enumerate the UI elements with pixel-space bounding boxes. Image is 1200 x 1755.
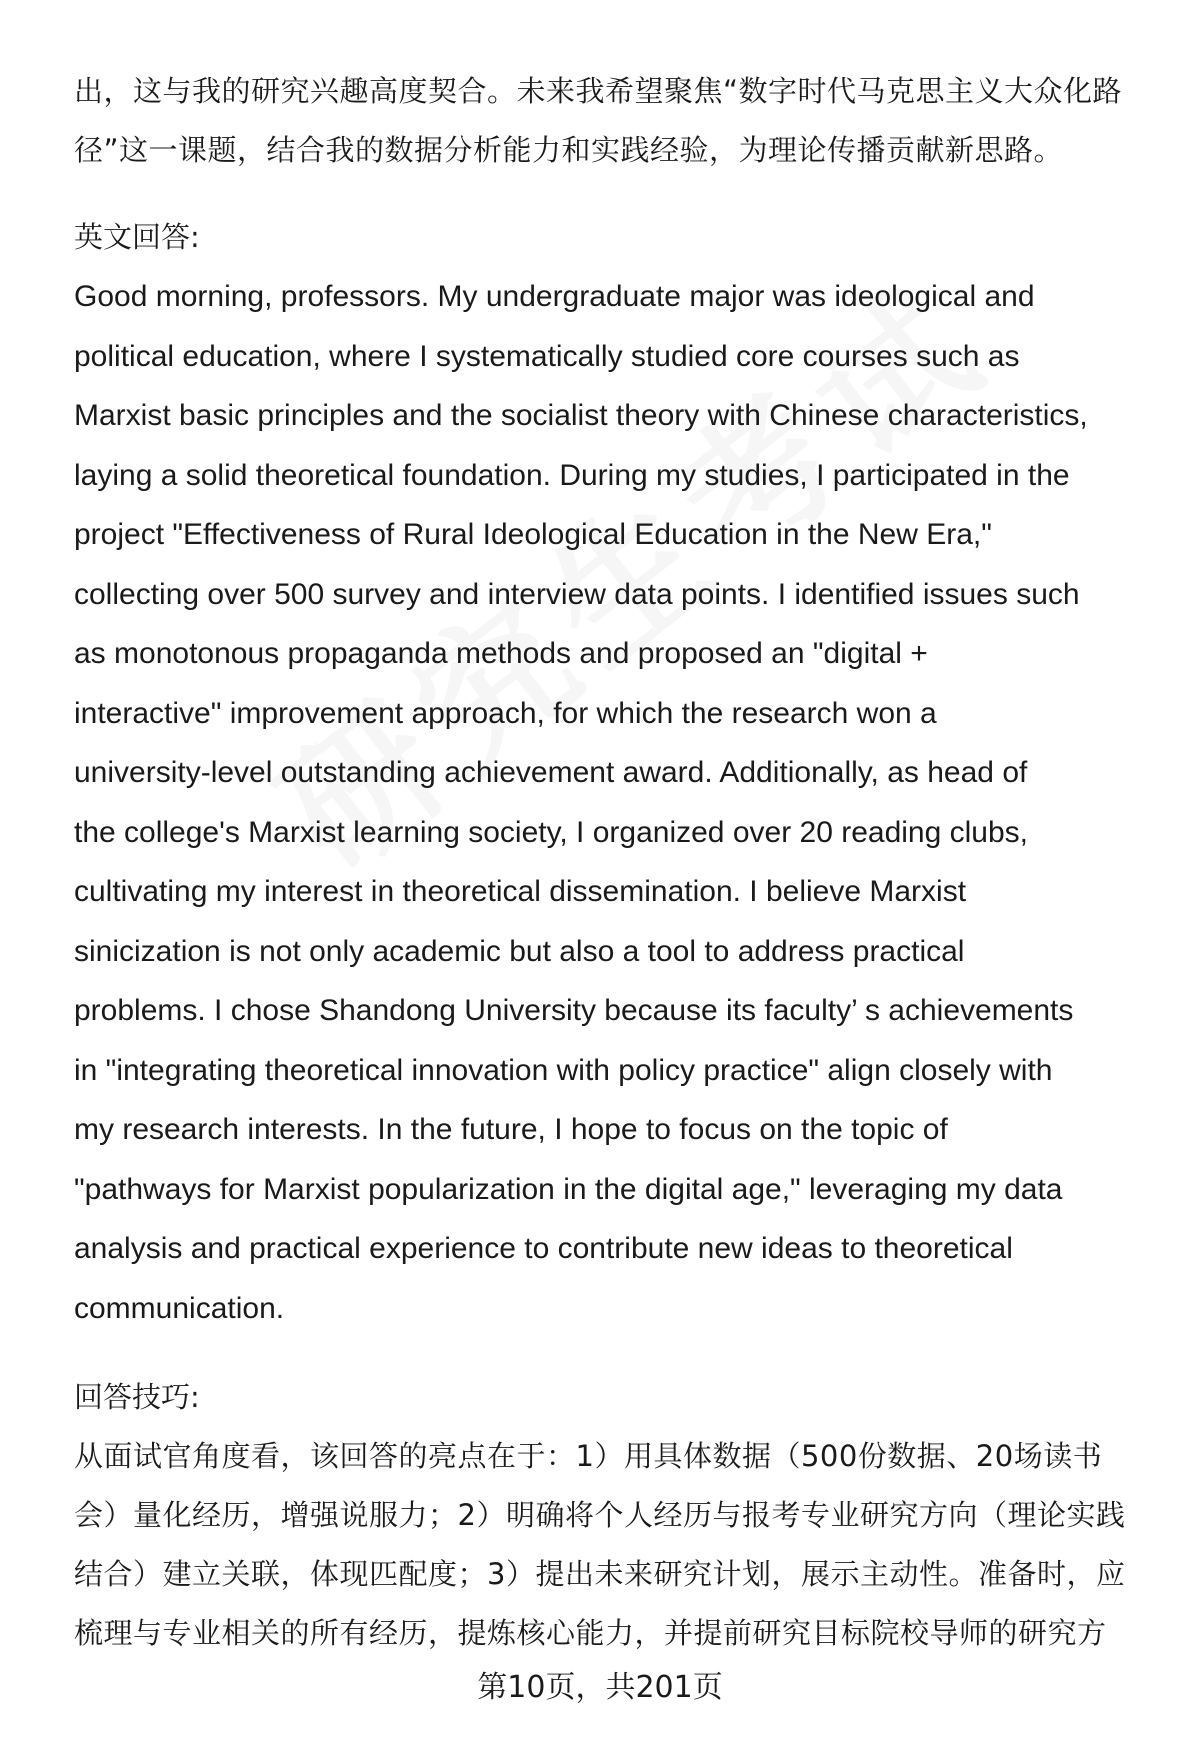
intro-line: 径”这一课题，结合我的数据分析能力和实践经验，为理论传播贡献新思路。 xyxy=(74,133,1064,167)
english-line: university-level outstanding achievement award. Additionally, as head of xyxy=(74,756,1028,789)
english-line: problems. I chose Shandong University because its faculty’ s achievements xyxy=(74,994,1074,1027)
english-line: communication. xyxy=(74,1291,285,1325)
tips-line: 结合）建立关联，体现匹配度；3）提出未来研究计划，展示主动性。准备时，应 xyxy=(74,1557,1126,1591)
english-line: the college's Marxist learning society, I organized over 20 reading clubs, xyxy=(74,815,1029,849)
intro-line: 出，这与我的研究兴趣高度契合。未来我希望聚焦“数字时代马克思主义大众化路 xyxy=(74,74,1123,108)
document-body xyxy=(74,62,1164,1663)
english-answer-heading: 英文回答: xyxy=(74,220,200,254)
english-line: as monotonous propaganda methods and proposed an "digital + xyxy=(74,637,928,670)
page-number: 第10页，共201页 xyxy=(477,1670,723,1705)
tips-line: 会）量化经历，增强说服力；2）明确将个人经历与报考专业研究方向（理论实践 xyxy=(74,1498,1126,1532)
english-line: collecting over 500 survey and interview data points. I identified issues such xyxy=(74,577,1080,611)
english-line: laying a solid theoretical foundation. During my studies, I participated in the xyxy=(74,458,1070,492)
english-line: analysis and practical experience to contribute new ideas to theoretical xyxy=(74,1232,1013,1265)
answer-tips-heading: 回答技巧: xyxy=(74,1380,200,1414)
english-line: "pathways for Marxist popularization in the digital age," leveraging my data xyxy=(74,1172,1063,1206)
english-line: cultivating my interest in theoretical dissemination. I believe Marxist xyxy=(74,875,967,908)
intro-continuation xyxy=(74,62,1164,180)
tips-line: 梳理与专业相关的所有经历，提炼核心能力，并提前研究目标院校导师的研究方 xyxy=(74,1616,1107,1650)
english-line: my research interests. In the future, I hope to focus on the topic of xyxy=(74,1113,948,1146)
english-line: Marxist basic principles and the socialist theory with Chinese characteristics, xyxy=(74,399,1088,432)
english-line: interactive" improvement approach, for which the research won a xyxy=(74,696,937,730)
english-line: political education, where I systematically studied core courses such as xyxy=(74,339,1020,373)
english-line: sinicization is not only academic but also a tool to address practical xyxy=(74,934,965,968)
english-answer-section xyxy=(74,208,1164,1338)
english-line: Good morning, professors. My undergraduate major was ideological and xyxy=(74,280,1035,313)
english-line: in "integrating theoretical innovation with policy practice" align closely with xyxy=(74,1053,1053,1087)
answer-tips-section xyxy=(74,1368,1164,1663)
tips-line: 从面试官角度看，该回答的亮点在于：1）用具体数据（500份数据、20场读书 xyxy=(74,1439,1103,1473)
english-line: project "Effectiveness of Rural Ideological Education in the New Era," xyxy=(74,518,992,551)
